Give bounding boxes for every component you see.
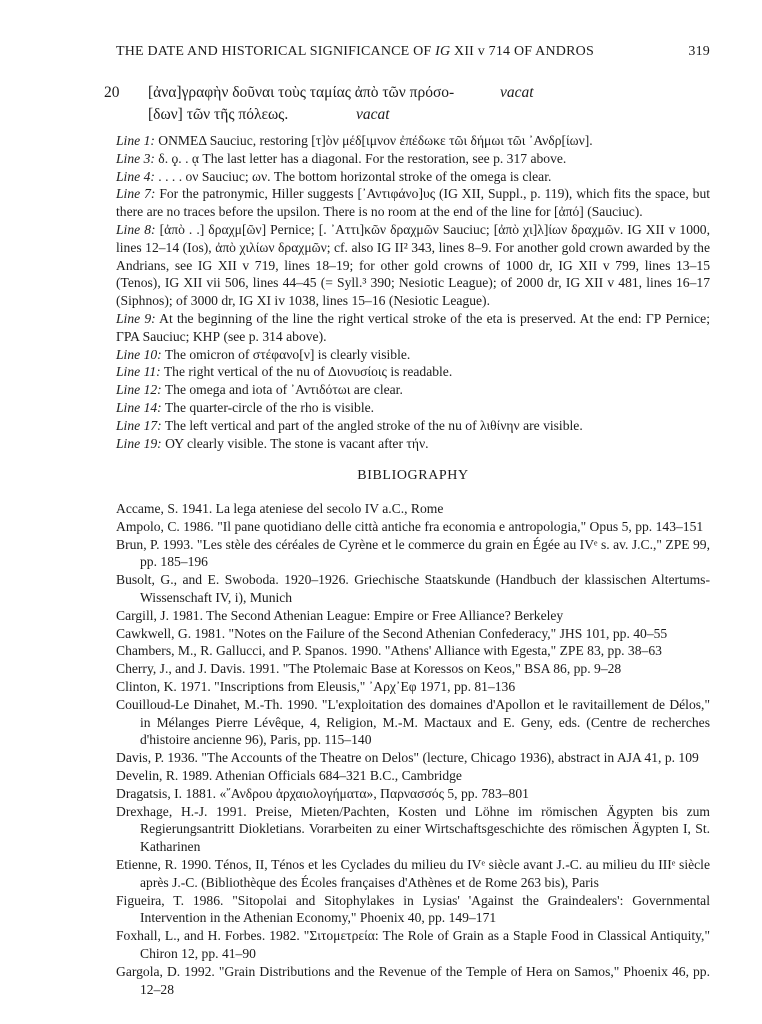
bibliography-entry: Etienne, R. 1990. Ténos, II, Ténos et les Cyclades du milieu du IVᵉ siècle avant J.-C. au milieu du IIIᵉ siècle après J.-C. (Bibliothèque des Écoles françaises d'Athènes et de Rome 263 bis), Paris <box>116 856 710 890</box>
bibliography-entry: Dragatsis, I. 1881. «῎Ανδρου ἀρχαιολογήματα», Παρνασσός 5, pp. 783–801 <box>116 785 529 801</box>
note-text: δ. ϙ. . ᾳ The last letter has a diagonal. For the restoration, see p. 317 above. <box>158 150 567 166</box>
note-item <box>116 168 710 186</box>
page-number: 319 <box>688 44 710 59</box>
bibliography-list <box>116 500 710 998</box>
note-item <box>116 346 710 364</box>
note-label: Line 12: <box>116 382 162 398</box>
note-item <box>116 221 710 310</box>
note-item <box>116 435 710 453</box>
note-label: Line 19: <box>116 435 162 451</box>
note-item <box>116 185 710 221</box>
running-title <box>116 44 594 60</box>
note-label: Line 17: <box>116 417 162 433</box>
note-text: ONMEΔ Sauciuc, restoring [τ]ὸν μέδ[ιμνον ἐπέδωκε τῶι δήμωι τῶι ᾽Ανδρ[ίων]. <box>158 133 593 148</box>
note-label: Line 14: <box>116 399 162 415</box>
bibliography-entry: Brun, P. 1993. "Les stèle des céréales de Cyrène et le commerce du grain en Égée au IVᵉ s. av. J.C.," ZPE 99, pp. 185–196 <box>116 536 710 570</box>
bibliography-entry: Clinton, K. 1971. "Inscriptions from Eleusis," ᾽Αρχ᾽Εφ 1971, pp. 81–136 <box>116 678 516 694</box>
note-text: The left vertical and part of the angled stroke of the nu of λιθίνην are visible. <box>164 417 583 433</box>
running-title-ig: IG <box>435 44 451 59</box>
note-label: Line 9: <box>116 310 156 326</box>
note-item <box>116 132 710 150</box>
inscription-line-text: [δων] τῶν τῆς πόλεως. <box>148 106 289 123</box>
note-text: The omicron of στέφανο[ν] is clearly visible. <box>164 346 411 362</box>
vacat-marker: vacat <box>356 106 390 123</box>
bibliography-entry: Develin, R. 1989. Athenian Officials 684–321 B.C., Cambridge <box>116 767 462 783</box>
running-title-pre: THE DATE AND HISTORICAL SIGNIFICANCE OF <box>116 44 436 59</box>
bibliography-entry: Accame, S. 1941. La lega ateniese del secolo IV a.C., Rome <box>116 501 444 516</box>
bibliography-entry: Couilloud-Le Dinahet, M.-Th. 1990. "L'exploitation des domaines d'Apollon et le ravitaillement de Délos," in Mélanges Pierre Lévêque, 4, Religion, M.-M. Mactaux and E. Geny, eds. (Centre de recherches d'histoire ancienne 96), Paris, pp. 115–140 <box>116 696 710 748</box>
bibliography-entry: Gargola, D. 1992. "Grain Distributions and the Revenue of the Temple of Hera on Samos," Phoenix 46, pp. 12–28 <box>116 963 710 997</box>
note-text: [ἀπὸ . .] δραχμ[ῶν] Pernice; [. ᾽Αττι]κῶν δραχμῶν Sauciuc; [ἀπὸ χι]λ]ίων δραχμῶν. IG XII v 1000, lines 12–14 (Ios), ἀπὸ χιλίων δραχμῶν; cf. also IG II² 343, lines 8–9. For another gold crown awarded by the Andrians, see IG XII v 719, lines 18–19; for other gold crowns of 1000 dr, IG XII v 799, lines 13–15 (Tenos), IG XII vii 506, lines 44–45 (= Syll.³ 390; Nesiotic League); of 2000 dr, IG XII v 481, lines 16–17 (Siphnos); of 3000 dr, IG XI iv 1038, lines 15–16 (Nesiotic League). <box>116 221 711 309</box>
note-label: Line 4: <box>116 168 155 184</box>
note-label: Line 10: <box>116 346 162 362</box>
note-text: At the beginning of the line the right vertical stroke of the eta is preserved. At the end: ΓΡ Pernice; ΓΡΑ Sauciuc; ΚΗΡ (see p. 314 above). <box>116 310 710 344</box>
note-label: Line 11: <box>116 364 161 380</box>
note-label: Line 3: <box>116 150 155 166</box>
bibliography-entry: Cawkwell, G. 1981. "Notes on the Failure of the Second Athenian Confederacy," JHS 101, pp. 40–55 <box>116 625 668 641</box>
note-item <box>116 417 710 435</box>
bibliography-entry: Ampolo, C. 1986. "Il pane quotidiano delle città antiche fra economia e antropologia," Opus 5, pp. 143–151 <box>116 518 704 534</box>
note-item <box>116 399 710 417</box>
bibliography-entry: Chambers, M., R. Gallucci, and P. Spanos. 1990. "Athens' Alliance with Egesta," ZPE 83, pp. 38–63 <box>116 643 662 659</box>
inscription-line-text: [ἀνα]γραφὴν δοῦναι τοὺς ταμίας ἀπὸ τῶν πρόσο- <box>148 84 455 101</box>
bibliography-entry: Busolt, G., and E. Swoboda. 1920–1926. Griechische Staatskunde (Handbuch der klassischen Altertums-Wissenschaft IV, i), Munich <box>116 572 710 605</box>
bibliography-entry: Foxhall, L., and H. Forbes. 1982. "Σιτομετρεία: The Role of Grain as a Staple Food in Classical Antiquity," Chiron 12, pp. 41–90 <box>116 928 710 961</box>
note-text: For the patronymic, Hiller suggests [᾽Αντιφάνο]υς (IG XII, Suppl., p. 119), which fits the space, but there are no traces before the upsilon. There is no room at the end of the line for [ἀπό] (Sauciuc). <box>116 186 711 220</box>
running-title-post: XII v 714 OF ANDROS <box>450 44 594 59</box>
epigraphical-notes <box>116 132 710 452</box>
inscription-line-number: 20 <box>104 84 120 101</box>
note-text: ΟΥ clearly visible. The stone is vacant after τήν. <box>165 435 429 451</box>
note-label: Line 8: <box>116 221 156 237</box>
bibliography-entry: Davis, P. 1936. "The Accounts of the Theatre on Delos" (lecture, Chicago 1936), abstract in AJA 41, p. 109 <box>116 750 699 766</box>
note-item <box>116 363 710 381</box>
note-item <box>116 150 710 168</box>
note-label: Line 7: <box>116 186 156 202</box>
note-text: The quarter-circle of the rho is visible. <box>164 399 375 415</box>
note-text: The right vertical of the nu of Διονυσίοις is readable. <box>163 364 453 380</box>
note-item <box>116 381 710 399</box>
bibliography-entry: Figueira, T. 1986. "Sitopolai and Sitophylakes in Lysias' 'Against the Graindealers': Governmental Intervention in the Athenian Economy," Phoenix 40, pp. 149–171 <box>116 892 710 926</box>
vacat-marker: vacat <box>500 84 534 101</box>
note-text: The omega and iota of ᾽Αντιδότωι are clear. <box>164 382 403 398</box>
note-text: . . . . ον Sauciuc; ων. The bottom horizontal stroke of the omega is clear. <box>158 168 552 184</box>
bibliography-entry: Cherry, J., and J. Davis. 1991. "The Ptolemaic Base at Koressos on Keos," BSA 86, pp. 9–28 <box>116 661 622 677</box>
bibliography-heading: BIBLIOGRAPHY <box>357 468 469 483</box>
bibliography-entry: Drexhage, H.-J. 1991. Preise, Mieten/Pachten, Kosten und Löhne im römischen Ägypten bis zum Regierungsantritt Diokletians. Vorarbeiten zu einer Wirtschaftsgeschichte des römischen Ägypten I, St. Katharinen <box>116 803 710 855</box>
bibliography-entry: Cargill, J. 1981. The Second Athenian League: Empire or Free Alliance? Berkeley <box>116 607 564 623</box>
note-item <box>116 310 710 346</box>
note-label: Line 1: <box>116 133 155 148</box>
